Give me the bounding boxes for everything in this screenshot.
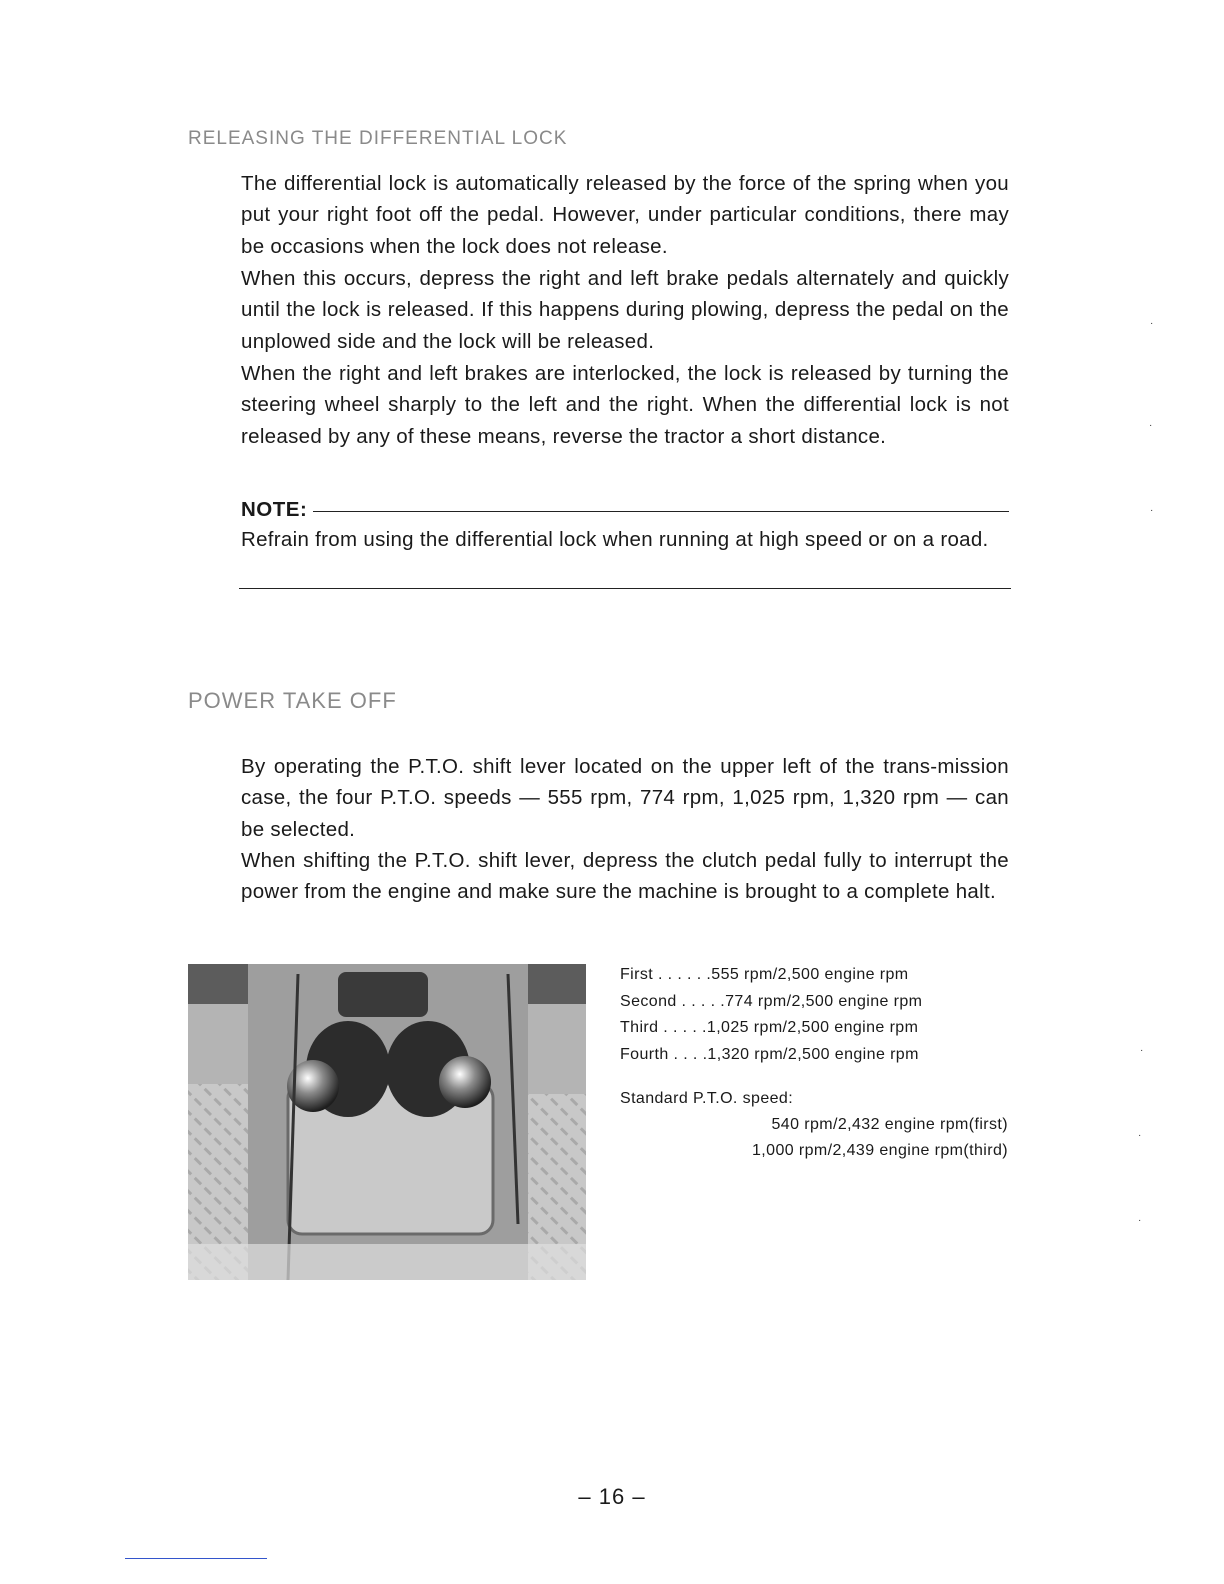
note-text: Refrain from using the differential lock when running at high speed or on a road.	[241, 528, 989, 551]
speed-value: 774 rpm/2,500 engine rpm	[725, 992, 923, 1010]
scan-speck: ·	[1140, 1045, 1144, 1056]
pto-shift-lever-photo	[188, 964, 586, 1280]
speed-label: Fourth	[620, 1045, 669, 1063]
footer-rule	[125, 1558, 267, 1559]
paragraph: The differential lock is automatically released by the force of the spring when you put your right foot off the pedal. However, under particular conditions, there may be occasions when the lock does not release.	[241, 172, 1009, 258]
scan-speck: ·	[1138, 1215, 1142, 1226]
paragraph: When this occurs, depress the right and left brake pedals alternately and quickly until the lock is released. If this happens during plowing, depress the pedal on the unplowed side and the lock will be released.	[241, 267, 1009, 353]
scan-speck: ·	[1150, 505, 1154, 516]
pto-lever-illustration	[188, 964, 586, 1280]
note-bottom-divider	[239, 588, 1011, 589]
standard-speed-value: 1,000 rpm/2,439 engine rpm(third)	[752, 1142, 1008, 1159]
leader-dots: . . . . . .	[653, 966, 712, 983]
section-heading-differential-lock: RELEASING THE DIFFERENTIAL LOCK	[188, 128, 568, 149]
speed-label: First	[620, 966, 654, 983]
note-header	[241, 494, 1009, 526]
speed-label: Second	[620, 992, 677, 1010]
speed-label: Third	[620, 1019, 659, 1036]
speed-value: 1,025 rpm/2,500 engine rpm	[706, 1019, 919, 1036]
page-number: – 16 –	[578, 1484, 646, 1509]
speed-row	[620, 1042, 1010, 1069]
speed-value: 1,320 rpm/2,500 engine rpm	[707, 1045, 919, 1063]
paragraph: When shifting the P.T.O. shift lever, depress the clutch pedal fully to interrupt the power from the engine and make sure the machine is brought to a complete halt.	[241, 849, 1009, 904]
paragraph: When the right and left brakes are interlocked, the lock is released by turning the steering wheel sharply to the left and the right. When the differential lock is not released by any of these means, reverse the tractor a short distance.	[241, 362, 1009, 448]
leader-dots: . . . .	[668, 1045, 708, 1063]
scan-speck: ·	[1138, 1130, 1142, 1141]
speed-value: 555 rpm/2,500 engine rpm	[711, 966, 909, 983]
note-label: NOTE:	[241, 498, 308, 521]
section-heading-power-take-off: POWER TAKE OFF	[188, 688, 397, 713]
pto-speed-table	[620, 962, 1010, 1164]
speed-row	[620, 989, 1010, 1016]
leader-dots: . . . . .	[658, 1019, 707, 1036]
standard-speed-value: 540 rpm/2,432 engine rpm(first)	[771, 1116, 1008, 1133]
scan-speck: ·	[1149, 420, 1153, 431]
speed-row	[620, 1015, 1010, 1042]
paragraph: By operating the P.T.O. shift lever located on the upper left of the trans-mission case, the four P.T.O. speeds — 555 rpm, 774 rpm, 1,025 rpm, 1,320 rpm — can be selected.	[241, 755, 1009, 841]
standard-pto-speed	[620, 1086, 1010, 1164]
speed-row	[620, 962, 1010, 989]
note-divider	[313, 511, 1009, 512]
scan-speck: ·	[1150, 318, 1154, 329]
leader-dots: . . . . .	[676, 992, 726, 1010]
standard-speed-label: Standard P.T.O. speed:	[620, 1090, 794, 1107]
